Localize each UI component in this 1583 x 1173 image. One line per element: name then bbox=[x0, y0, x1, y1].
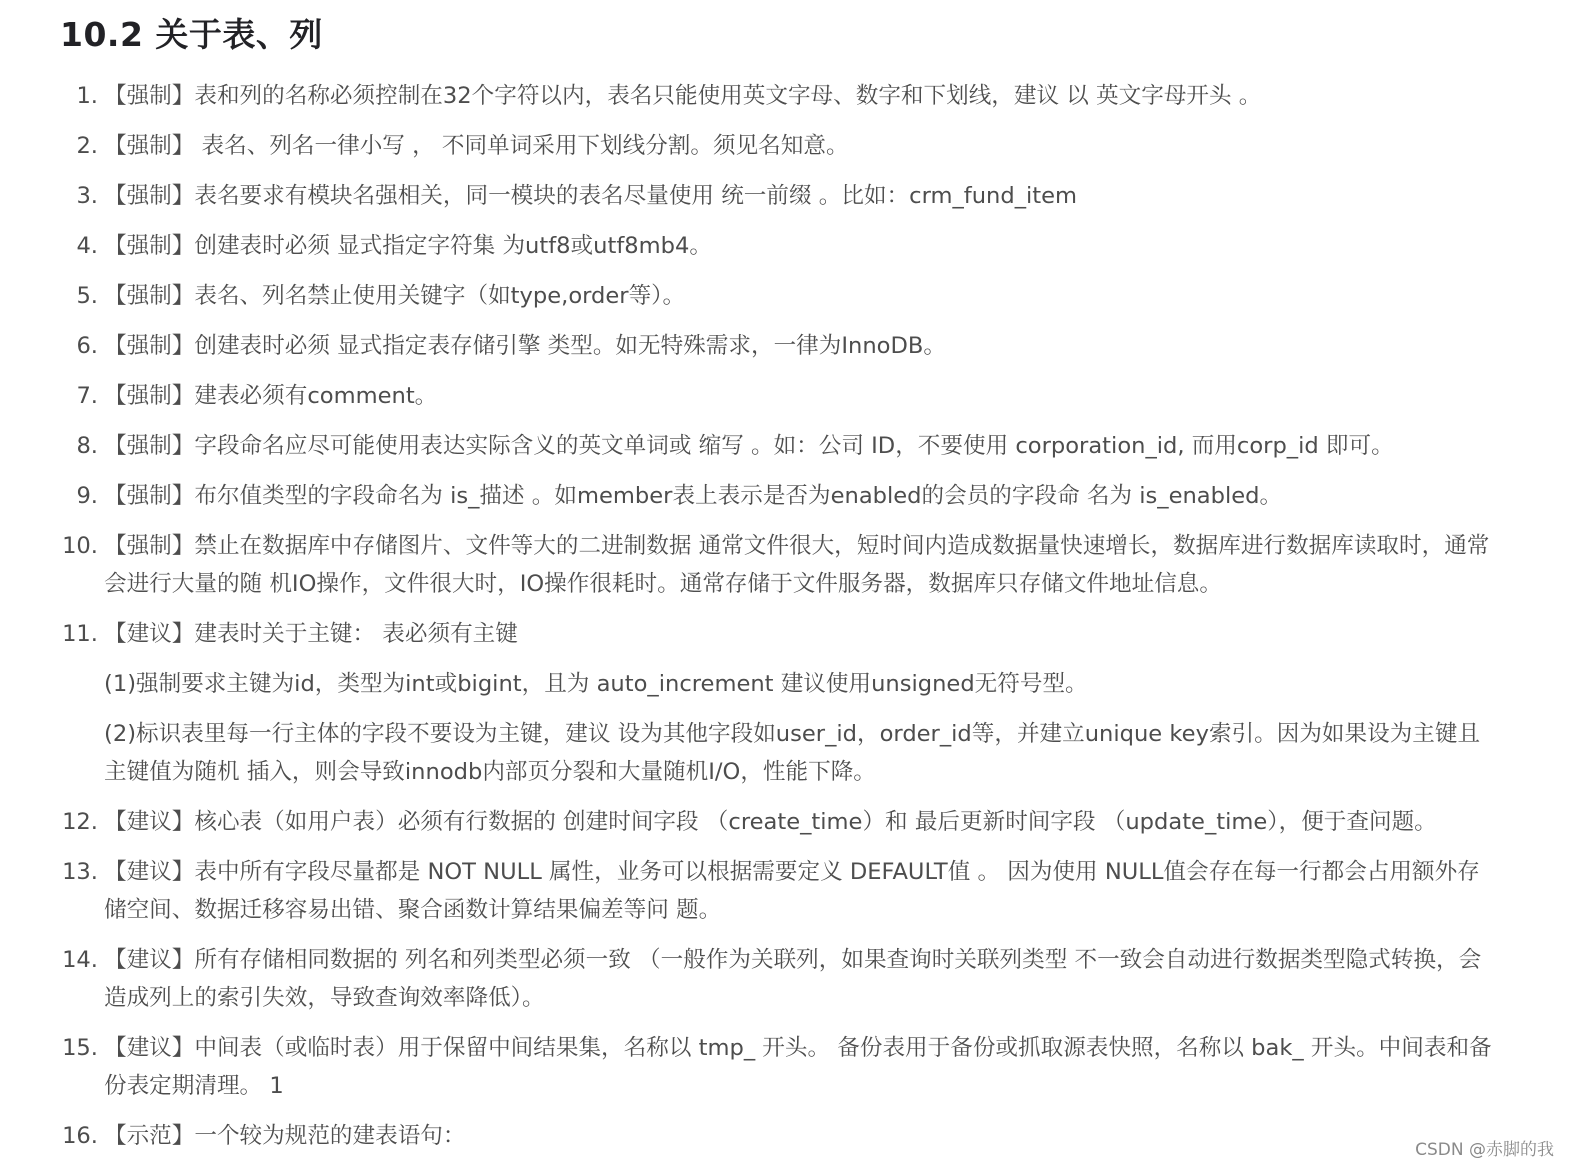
watermark: CSDN @赤脚的我 bbox=[1415, 1140, 1554, 1160]
list-item-number: 6. bbox=[76, 333, 98, 359]
list-item bbox=[0, 377, 1500, 415]
list-item-text: 【强制】创建表时必须 显式指定字符集 为utf8或utf8mb4。 bbox=[104, 233, 712, 259]
list-item-number: 4. bbox=[76, 233, 98, 259]
list-item bbox=[0, 427, 1500, 465]
list-item-text: 【建议】中间表（或临时表）用于保留中间结果集，名称以 tmp_ 开头。 备份表用于备份或抓取源表快照，名称以 bak_ 开头。中间表和备份表定期清理。 1 bbox=[104, 1035, 1492, 1099]
list-item-number: 11. bbox=[62, 621, 98, 647]
sub-item: (1)强制要求主键为id，类型为int或bigint，且为 auto_increment 建议使用unsigned无符号型。 bbox=[104, 671, 1088, 697]
list-item bbox=[0, 941, 1500, 1017]
list-item-text: 【强制】表名要求有模块名强相关，同一模块的表名尽量使用 统一前缀 。比如：crm_fund_item bbox=[104, 183, 1078, 209]
list-item-number: 16. bbox=[62, 1123, 98, 1149]
list-item-number: 2. bbox=[76, 133, 98, 159]
list-item bbox=[0, 803, 1500, 841]
list-item bbox=[0, 853, 1500, 929]
list-item-number: 1. bbox=[76, 83, 98, 109]
list-item-number: 12. bbox=[62, 809, 98, 835]
list-item bbox=[0, 1117, 1500, 1155]
list-item bbox=[0, 227, 1500, 265]
list-item-number: 13. bbox=[62, 859, 98, 885]
list-item-text: 【强制】建表必须有comment。 bbox=[104, 383, 438, 409]
list-item-text: 【强制】创建表时必须 显式指定表存储引擎 类型。如无特殊需求，一律为InnoDB。 bbox=[104, 333, 946, 359]
list-item-number: 3. bbox=[76, 183, 98, 209]
list-item-text: 【强制】布尔值类型的字段命名为 is_描述 。如member表上表示是否为enabled的会员的字段命 名为 is_enabled。 bbox=[104, 483, 1283, 509]
list-item-text: 【建议】核心表（如用户表）必须有行数据的 创建时间字段 （create_time）和 最后更新时间字段 （update_time），便于查问题。 bbox=[104, 809, 1437, 835]
list-item-text: 【强制】字段命名应尽可能使用表达实际含义的英文单词或 缩写 。如：公司 ID，不要使用 corporation_id, 而用corp_id 即可。 bbox=[104, 433, 1394, 459]
list-item bbox=[0, 327, 1500, 365]
list-item-number: 9. bbox=[76, 483, 98, 509]
list-item bbox=[0, 127, 1500, 165]
list-item-text: 【示范】一个较为规范的建表语句： bbox=[104, 1123, 466, 1149]
list-item bbox=[0, 177, 1500, 215]
list-item bbox=[0, 527, 1500, 603]
rules-list bbox=[0, 77, 1500, 1167]
list-item-text: 【建议】建表时关于主键： 表必须有主键 bbox=[104, 621, 518, 647]
list-item bbox=[0, 1029, 1500, 1105]
list-item-number: 14. bbox=[62, 947, 98, 973]
list-item bbox=[0, 615, 1500, 653]
page-title: 10.2 关于表、列 bbox=[60, 15, 323, 54]
list-item-number: 7. bbox=[76, 383, 98, 409]
list-item bbox=[0, 277, 1500, 315]
list-item-number: 5. bbox=[76, 283, 98, 309]
list-item-text: 【强制】表和列的名称必须控制在32个字符以内，表名只能使用英文字母、数字和下划线，建议 以 英文字母开头 。 bbox=[104, 83, 1262, 109]
list-item-number: 8. bbox=[76, 433, 98, 459]
list-item-text: 【建议】所有存储相同数据的 列名和列类型必须一致 （一般作为关联列，如果查询时关联列类型 不一致会自动进行数据类型隐式转换，会造成列上的索引失效，导致查询效率降低）。 bbox=[104, 947, 1482, 1011]
sub-item: (2)标识表里每一行主体的字段不要设为主键，建议 设为其他字段如user_id，order_id等，并建立unique key索引。因为如果设为主键且主键值为随机 插入，则会导致innodb内部页分裂和大量随机I/O，性能下降。 bbox=[104, 721, 1481, 785]
list-item-text: 【强制】表名、列名禁止使用关键字（如type,order等）。 bbox=[104, 283, 686, 309]
list-item-text: 【强制】 表名、列名一律小写 ， 不同单词采用下划线分割。须见名知意。 bbox=[104, 133, 849, 159]
list-item-number: 15. bbox=[62, 1035, 98, 1061]
list-item-text: 【建议】表中所有字段尽量都是 NOT NULL 属性，业务可以根据需要定义 DEFAULT值 。 因为使用 NULL值会存在每一行都会占用额外存储空间、数据迁移容易出错、聚合函数计算结果偏差等问 题。 bbox=[104, 859, 1480, 923]
list-item-text: 【强制】禁止在数据库中存储图片、文件等大的二进制数据 通常文件很大，短时间内造成数据量快速增长，数据库进行数据库读取时，通常会进行大量的随 机IO操作，文件很大时，IO操作很耗时。通常存储于文件服务器，数据库只存储文件地址信息。 bbox=[104, 533, 1490, 597]
list-item-number: 10. bbox=[62, 533, 98, 559]
list-item bbox=[0, 77, 1500, 115]
list-item bbox=[0, 477, 1500, 515]
